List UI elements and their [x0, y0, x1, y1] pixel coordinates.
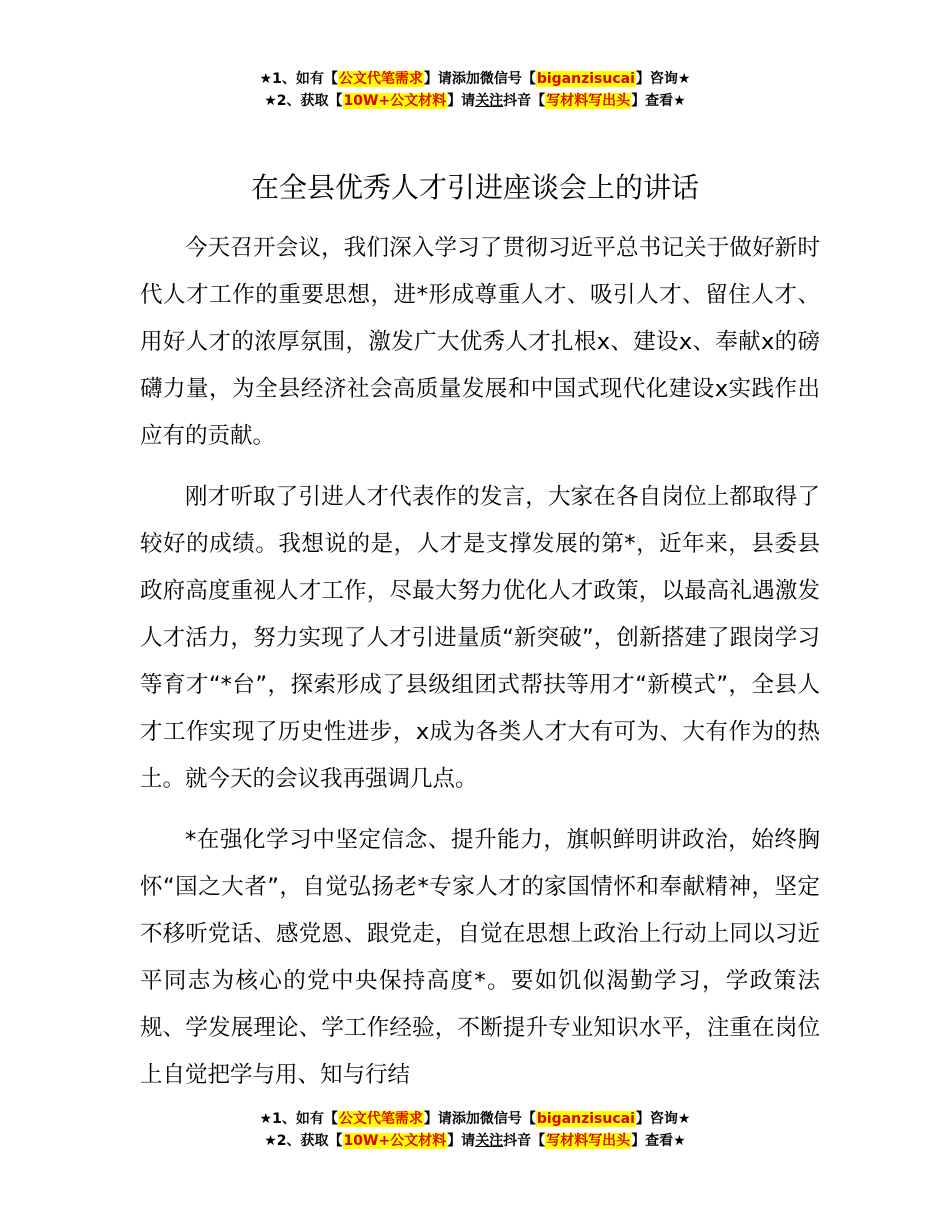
body-paragraph: 刚才听取了引进人才代表作的发言，大家在各自岗位上都取得了较好的成绩。我想说的是，人才是支撑发展的第*，近年来，县委县政府高度重视人才工作，尽最大努力优化人才政策，以最高礼遇激发人才活力，努力实现了人才引进量质“新突破”，创新搭建了跟岗学习等育才“*台”，探索形成了县级组团式帮扶等用才“新模式”，全县人才工作实现了历史性进步，x成为各类人才大有可为、大有作为的热土。就今天的会议我再强调几点。 — [140, 484, 820, 792]
footer-promo-banner — [0, 1108, 950, 1152]
document-body — [140, 225, 820, 1113]
promo-highlight: 10W+公文材料 — [343, 1133, 447, 1149]
douyin-account-highlight: 写材料写出头 — [546, 1133, 631, 1149]
promo-line-2: ★2、获取【10W+公文材料】请关注抖音【写材料写出头】查看★ — [264, 93, 686, 109]
promo-line-2: ★2、获取【10W+公文材料】请关注抖音【写材料写出头】查看★ — [264, 1133, 686, 1149]
header-promo-banner — [0, 68, 950, 112]
douyin-account-highlight: 写材料写出头 — [546, 93, 631, 109]
promo-highlight: 公文代笔需求 — [338, 1111, 423, 1127]
document-title: 在全县优秀人才引进座谈会上的讲话 — [250, 171, 699, 204]
wechat-id-highlight: biganzisucai — [536, 1111, 635, 1127]
follow-underlined-text: 关注 — [475, 93, 504, 109]
follow-underlined-text: 关注 — [475, 1133, 504, 1149]
wechat-id-highlight: biganzisucai — [536, 71, 635, 87]
promo-highlight: 10W+公文材料 — [343, 93, 447, 109]
body-paragraph: *在强化学习中坚定信念、提升能力，旗帜鲜明讲政治，始终胸怀“国之大者”，自觉弘扬老*专家人才的家国情怀和奉献精神，坚定不移听党话、感党恩、跟党走，自觉在思想上政治上行动上同以习近平同志为核心的党中央保持高度*。要如饥似渴勤学习，学政策法规、学发展理论、学工作经验，不断提升专业知识水平，注重在岗位上自觉把学与用、知与行结 — [140, 827, 820, 1088]
promo-line-1: ★1、如有【公文代笔需求】请添加微信号【biganzisucai】咨询★ — [259, 1111, 691, 1127]
promo-highlight: 公文代笔需求 — [338, 71, 423, 87]
promo-line-1: ★1、如有【公文代笔需求】请添加微信号【biganzisucai】咨询★ — [259, 71, 691, 87]
body-paragraph: 今天召开会议，我们深入学习了贯彻习近平总书记关于做好新时代人才工作的重要思想，进*形成尊重人才、吸引人才、留住人才、用好人才的浓厚氛围，激发广大优秀人才扎根x、建设x、奉献x的磅礴力量，为全县经济社会高质量发展和中国式现代化建设x实践作出应有的贡献。 — [140, 235, 820, 449]
